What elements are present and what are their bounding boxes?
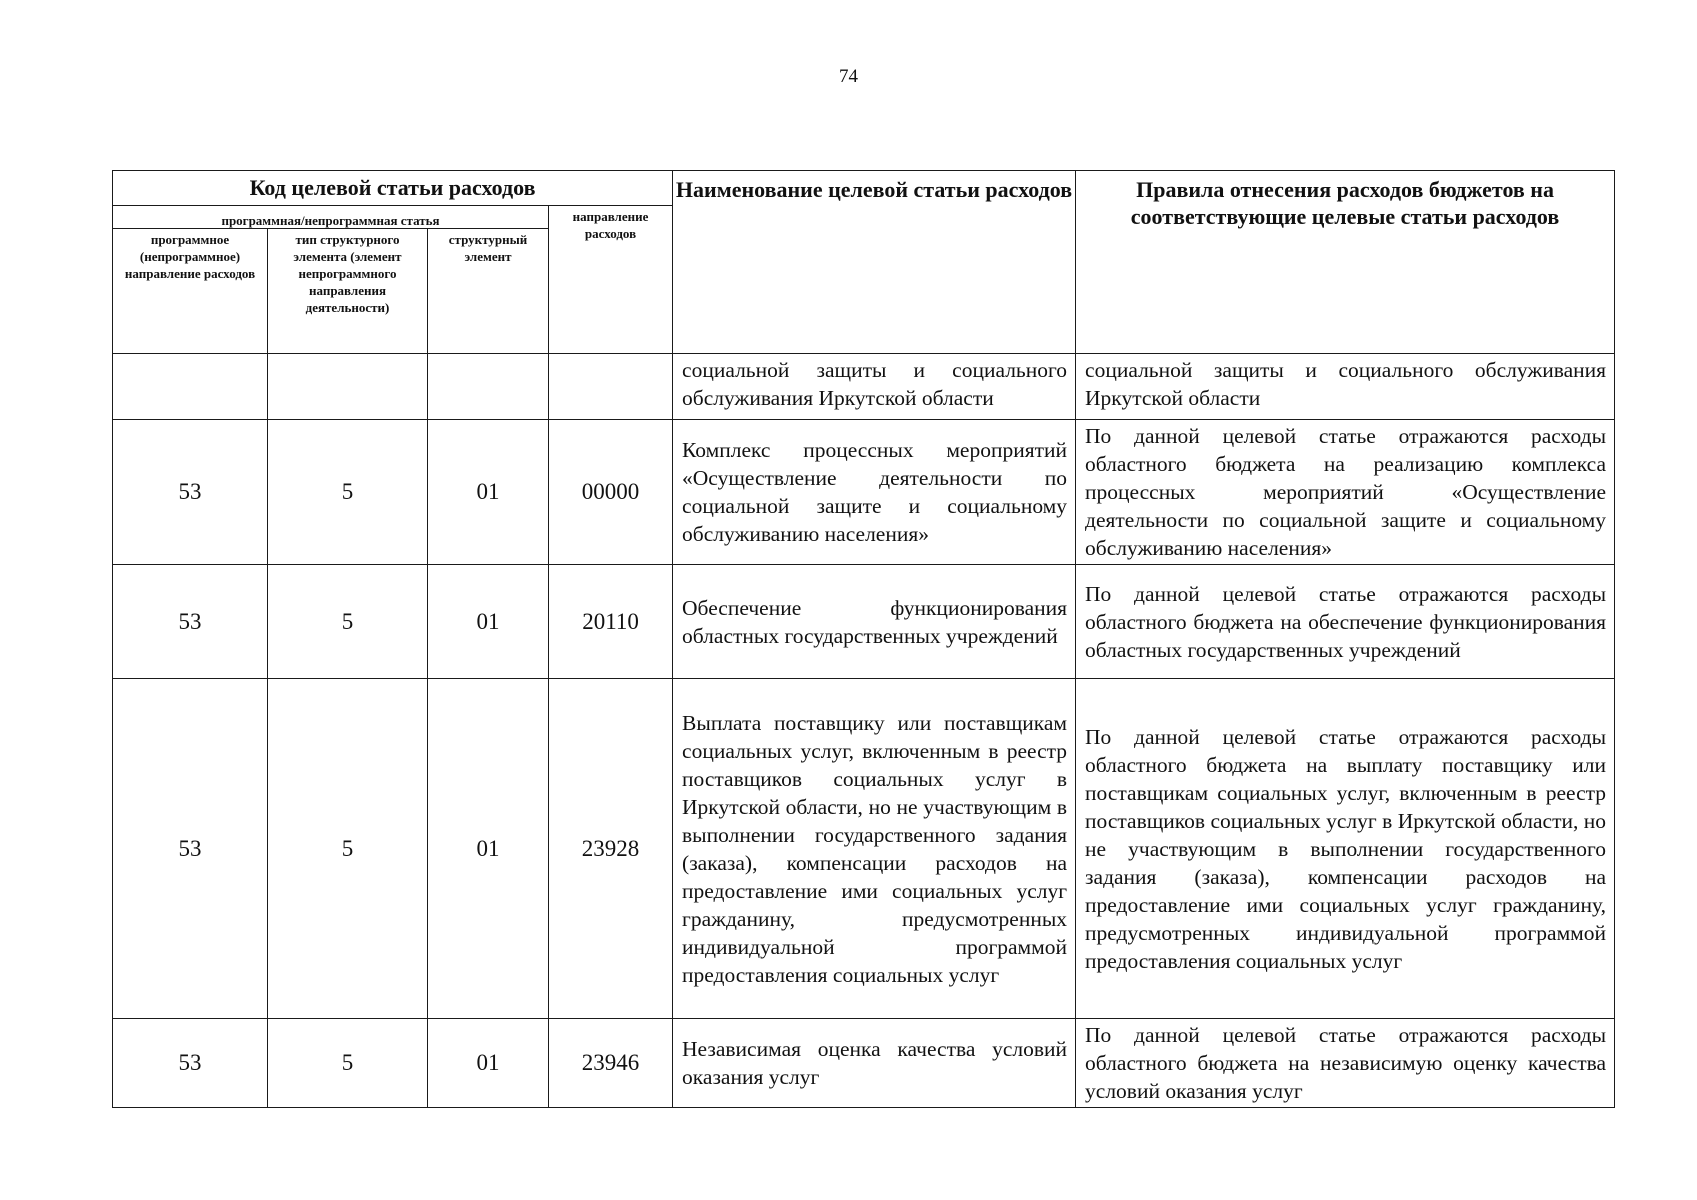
cell-structural-element: 01	[428, 420, 549, 565]
cell-program-direction: 53	[113, 679, 268, 1019]
cell-structural-element: 01	[428, 1019, 549, 1108]
table-row	[113, 420, 1615, 565]
cell-direction: 20110	[549, 565, 673, 679]
cell-direction: 00000	[549, 420, 673, 565]
cell-program-direction	[113, 354, 268, 420]
header-rules-title: Правила отнесения расходов бюджетов на соответствующие целевые статьи расходов	[1076, 171, 1615, 354]
cell-program-direction: 53	[113, 1019, 268, 1108]
cell-article-rule: По данной целевой статье отражаются расходы областного бюджета на выплату поставщику или поставщикам социальных услуг, включенным в реестр поставщиков социальных услуг в Иркутской области, но не участвующим в выполнении государственного задания (заказа), компенсации расходов на предоставление ими социальных услуг гражданину, предусмотренных индивидуальной программой предоставления социальных услуг	[1076, 679, 1615, 1019]
cell-direction: 23928	[549, 679, 673, 1019]
table-row	[113, 1019, 1615, 1108]
header-code-title: Код целевой статьи расходов	[113, 171, 673, 206]
cell-structural-element	[428, 354, 549, 420]
cell-article-name: Обеспечение функционирования областных государственных учреждений	[673, 565, 1076, 679]
cell-article-rule: По данной целевой статье отражаются расходы областного бюджета на независимую оценку качества условий оказания услуг	[1076, 1019, 1615, 1108]
cell-article-name: Выплата поставщику или поставщикам социальных услуг, включенным в реестр поставщиков социальных услуг в Иркутской области, но не участвующим в выполнении государственного задания (заказа), компенсации расходов на предоставление ими социальных услуг гражданину, предусмотренных индивидуальной программой предоставления социальных услуг	[673, 679, 1076, 1019]
cell-article-rule: социальной защиты и социального обслуживания Иркутской области	[1076, 354, 1615, 420]
cell-structural-type: 5	[268, 565, 428, 679]
header-structural-type: тип структурного элемента (элемент непрограммного направления деятельности)	[268, 229, 428, 354]
cell-article-name: Независимая оценка качества условий оказания услуг	[673, 1019, 1076, 1108]
budget-classification-table	[112, 170, 1615, 1108]
cell-structural-type: 5	[268, 679, 428, 1019]
cell-direction	[549, 354, 673, 420]
cell-structural-type: 5	[268, 1019, 428, 1108]
header-structural-element: структурный элемент	[428, 229, 549, 354]
cell-structural-type: 5	[268, 420, 428, 565]
cell-structural-element: 01	[428, 679, 549, 1019]
header-program-direction: программное (непрограммное) направление расходов	[113, 229, 268, 354]
table-row	[113, 354, 1615, 420]
cell-article-rule: По данной целевой статье отражаются расходы областного бюджета на обеспечение функционирования областных государственных учреждений	[1076, 565, 1615, 679]
cell-structural-element: 01	[428, 565, 549, 679]
cell-program-direction: 53	[113, 565, 268, 679]
cell-direction: 23946	[549, 1019, 673, 1108]
header-program-article: программная/непрограммная статья	[113, 206, 549, 229]
header-name-title: Наименование целевой статьи расходов	[673, 171, 1076, 354]
table-row	[113, 679, 1615, 1019]
cell-article-name: Комплекс процессных мероприятий «Осуществление деятельности по социальной защите и социальному обслуживанию населения»	[673, 420, 1076, 565]
cell-program-direction: 53	[113, 420, 268, 565]
header-direction: направление расходов	[549, 206, 673, 354]
table-row	[113, 565, 1615, 679]
cell-structural-type	[268, 354, 428, 420]
cell-article-name: социальной защиты и социального обслуживания Иркутской области	[673, 354, 1076, 420]
cell-article-rule: По данной целевой статье отражаются расходы областного бюджета на реализацию комплекса процессных мероприятий «Осуществление деятельности по социальной защите и социальному обслуживанию населения»	[1076, 420, 1615, 565]
page-number: 74	[839, 66, 858, 87]
